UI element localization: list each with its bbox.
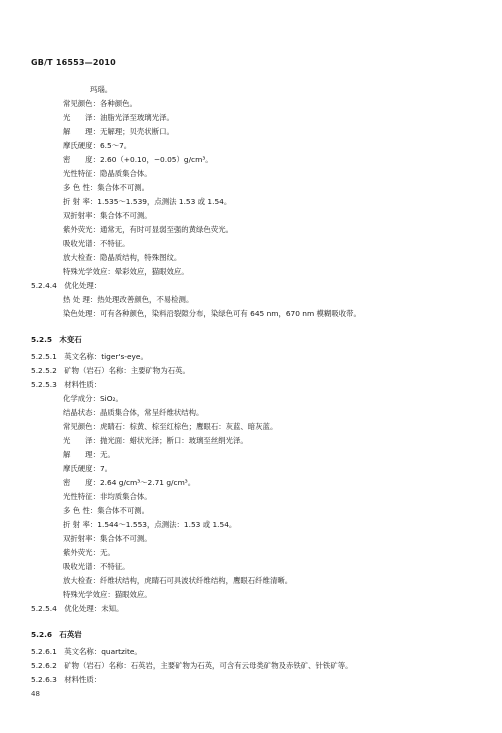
section-heading: 5.2.5 木变石: [31, 335, 82, 344]
text-line: 放大检查：纤维状结构，虎睛石可具波状纤维结构，鹰眼石纤维清晰。: [63, 576, 293, 585]
text-line: 染色处理：可有各种颜色，染料沿裂隙分布，染绿色可有 645 nm，670 nm 模糊吸收带。: [63, 309, 361, 318]
text-line: 摩氏硬度：6.5～7。: [63, 141, 132, 150]
text-line: 5.2.5.2 矿物（岩石）名称：主要矿物为石英。: [31, 366, 190, 375]
text-line: 密 度：2.64 g/cm³～2.71 g/cm³。: [63, 478, 196, 487]
text-line: 密 度：2.60（+0.10，−0.05）g/cm³。: [63, 155, 213, 164]
text-line: 5.2.6.2 矿物（岩石）名称：石英岩，主要矿物为石英，可含有云母类矿物及赤铁矿、针铁矿等。: [31, 661, 353, 670]
text-line: 5.2.4.4 优化处理：: [31, 281, 102, 290]
text-line: 吸收光谱：不特征。: [63, 562, 130, 571]
text-line: 化学成分：SiO₂。: [63, 394, 123, 403]
text-line: 双折射率：集合体不可测。: [63, 211, 152, 220]
text-line: 5.2.5.3 材料性质：: [31, 380, 102, 389]
text-line: 常见颜色：虎睛石：棕黄、棕至红棕色；鹰眼石：灰蓝、暗灰蓝。: [63, 422, 278, 431]
section-heading: 5.2.6 石英岩: [31, 630, 82, 639]
text-line: 紫外荧光：通常无，有时可显弱至强的黄绿色荧光。: [63, 225, 233, 234]
text-line: 多 色 性：集合体不可测。: [63, 506, 149, 515]
text-line: 光 泽：抛光面：蜡状光泽；断口：玻璃至丝绢光泽。: [63, 436, 248, 445]
text-line: 5.2.5.1 英文名称：tiger's-eye。: [31, 352, 148, 361]
text-line: 结晶状态：晶质集合体，常呈纤维状结构。: [63, 408, 204, 417]
text-line: 双折射率：集合体不可测。: [63, 534, 152, 543]
text-line: 5.2.6.3 材料性质：: [31, 675, 102, 684]
text-line: 特殊光学效应：晕彩效应，猫眼效应。: [63, 267, 189, 276]
text-line: 光 泽：油脂光泽至玻璃光泽。: [63, 113, 174, 122]
text-line: 吸收光谱：不特征。: [63, 239, 130, 248]
text-line: 多 色 性：集合体不可测。: [63, 183, 149, 192]
text-line: 折 射 率：1.544～1.553，点测法：1.53 或 1.54。: [63, 520, 237, 529]
page-number: 48: [31, 690, 40, 698]
text-line: 光性特征：隐晶质集合体。: [63, 169, 152, 178]
text-line: 解 理：无解理；贝壳状断口。: [63, 127, 174, 136]
text-line: 5.2.6.1 英文名称：quartzite。: [31, 647, 142, 656]
text-line: 放大检查：隐晶质结构，特殊图纹。: [63, 253, 182, 262]
text-line: 摩氏硬度：7。: [63, 464, 113, 473]
text-line: 光性特征：非均质集合体。: [63, 492, 152, 501]
text-line: 常见颜色：各种颜色。: [63, 99, 137, 108]
text-line: 热 处 理：热处理改善颜色，不易检测。: [63, 295, 194, 304]
text-line: 解 理：无。: [63, 450, 115, 459]
text-line: 折 射 率：1.535～1.539，点测法 1.53 或 1.54。: [63, 197, 232, 206]
text-line: 5.2.5.4 优化处理：未知。: [31, 604, 124, 613]
text-line: 紫外荧光：无。: [63, 548, 115, 557]
text-line: 玛瑙。: [90, 85, 113, 94]
text-line: 特殊光学效应：猫眼效应。: [63, 590, 152, 599]
standard-number: GB/T 16553—2010: [31, 58, 116, 67]
